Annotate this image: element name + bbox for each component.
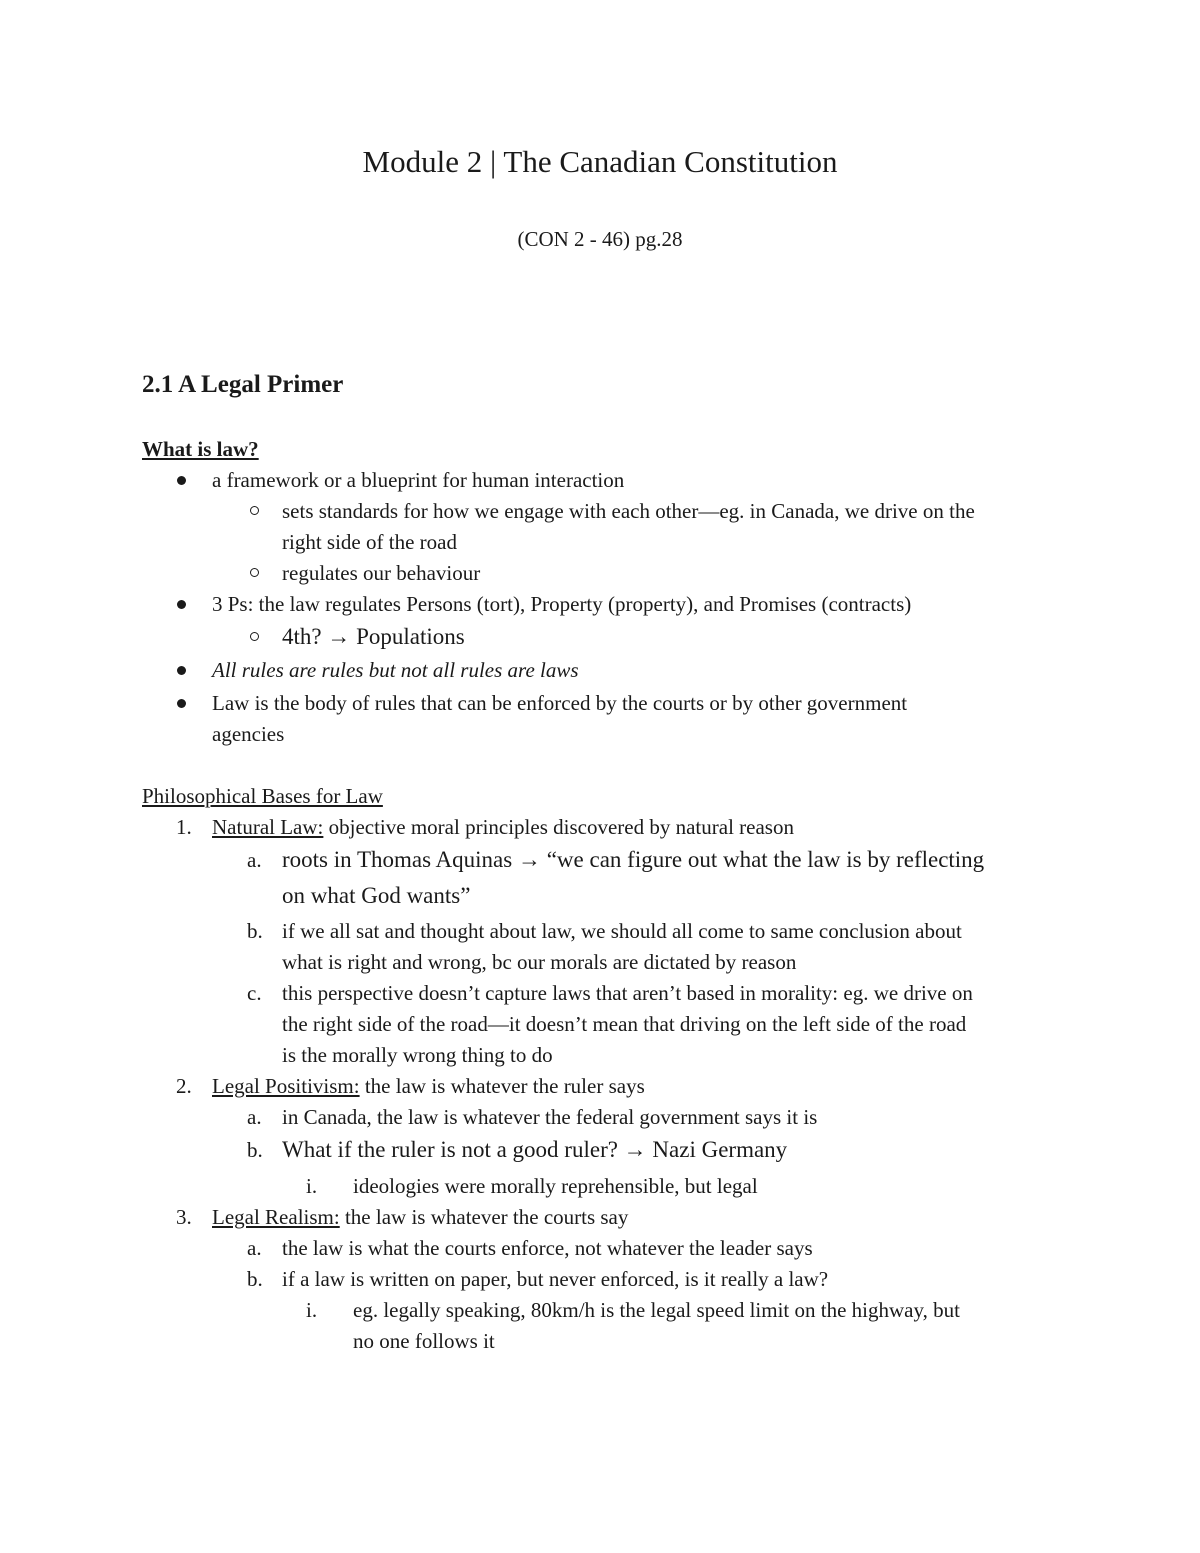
section-heading: 2.1 A Legal Primer	[142, 371, 344, 398]
list-letter: b.	[247, 1267, 263, 1291]
list-item: Law is the body of rules that can be enforced by the courts or by other government	[212, 691, 908, 715]
list-item: this perspective doesn’t capture laws that aren’t based in morality: eg. we drive on	[282, 981, 973, 1005]
what-is-law-heading: What is law?	[142, 437, 259, 461]
page-title: Module 2 | The Canadian Constitution	[362, 144, 838, 179]
list-item	[212, 1071, 645, 1102]
list-letter: b.	[247, 919, 263, 943]
list-item: sets standards for how we engage with each other—eg. in Canada, we drive on the	[282, 499, 975, 523]
list-item: if we all sat and thought about law, we should all come to same conclusion about	[282, 919, 962, 943]
list-roman: i.	[306, 1174, 318, 1198]
list-letter: a.	[247, 848, 262, 872]
page-subtitle: (CON 2 - 46) pg.28	[517, 227, 683, 251]
list-item-continuation: right side of the road	[282, 530, 457, 554]
list-item: in Canada, the law is whatever the federal government says it is	[282, 1105, 818, 1129]
philosophy-heading: Philosophical Bases for Law	[142, 784, 383, 808]
list-item: roots in Thomas Aquinas → “we can figure out what the law is by reflecting	[282, 847, 985, 872]
list-item: regulates our behaviour	[282, 561, 481, 585]
term-definition: the law is whatever the ruler says	[359, 1074, 645, 1098]
list-item-continuation: no one follows it	[353, 1329, 495, 1353]
sub-bullet-icon	[250, 506, 259, 515]
list-item: ideologies were morally reprehensible, but legal	[353, 1174, 758, 1198]
bullet-icon	[177, 600, 186, 609]
list-number: 1.	[176, 815, 192, 839]
list-item: a framework or a blueprint for human interaction	[212, 468, 625, 492]
list-item	[212, 812, 794, 843]
list-item: eg. legally speaking, 80km/h is the legal speed limit on the highway, but	[353, 1298, 960, 1322]
term-legal-positivism: Legal Positivism:	[212, 1074, 360, 1098]
sub-bullet-icon	[250, 632, 259, 641]
list-letter: a.	[247, 1105, 262, 1129]
list-item-continuation: agencies	[212, 722, 285, 746]
list-item: 4th? → Populations	[282, 624, 465, 649]
term-natural-law: Natural Law:	[212, 815, 324, 839]
bullet-icon	[177, 666, 186, 675]
list-item	[212, 1202, 628, 1233]
term-definition: the law is whatever the courts say	[339, 1205, 629, 1229]
list-number: 3.	[176, 1205, 192, 1229]
list-roman: i.	[306, 1298, 318, 1322]
list-item-continuation: is the morally wrong thing to do	[282, 1043, 553, 1067]
bullet-icon	[177, 476, 186, 485]
list-item-continuation: what is right and wrong, bc our morals are dictated by reason	[282, 950, 797, 974]
list-item-continuation: the right side of the road—it doesn’t mean that driving on the left side of the road	[282, 1012, 967, 1036]
list-letter: b.	[247, 1138, 263, 1162]
list-item: All rules are rules but not all rules are laws	[212, 658, 579, 682]
list-item: What if the ruler is not a good ruler? → Nazi Germany	[282, 1137, 788, 1162]
list-number: 2.	[176, 1074, 192, 1098]
bullet-icon	[177, 699, 186, 708]
list-letter: c.	[247, 981, 262, 1005]
term-definition: objective moral principles discovered by natural reason	[323, 815, 794, 839]
sub-bullet-icon	[250, 568, 259, 577]
term-legal-realism: Legal Realism:	[212, 1205, 340, 1229]
list-item: 3 Ps: the law regulates Persons (tort), Property (property), and Promises (contracts)	[212, 592, 912, 616]
list-item-continuation: on what God wants”	[282, 883, 471, 908]
list-item: if a law is written on paper, but never enforced, is it really a law?	[282, 1267, 829, 1291]
list-letter: a.	[247, 1236, 262, 1260]
list-item: the law is what the courts enforce, not whatever the leader says	[282, 1236, 813, 1260]
